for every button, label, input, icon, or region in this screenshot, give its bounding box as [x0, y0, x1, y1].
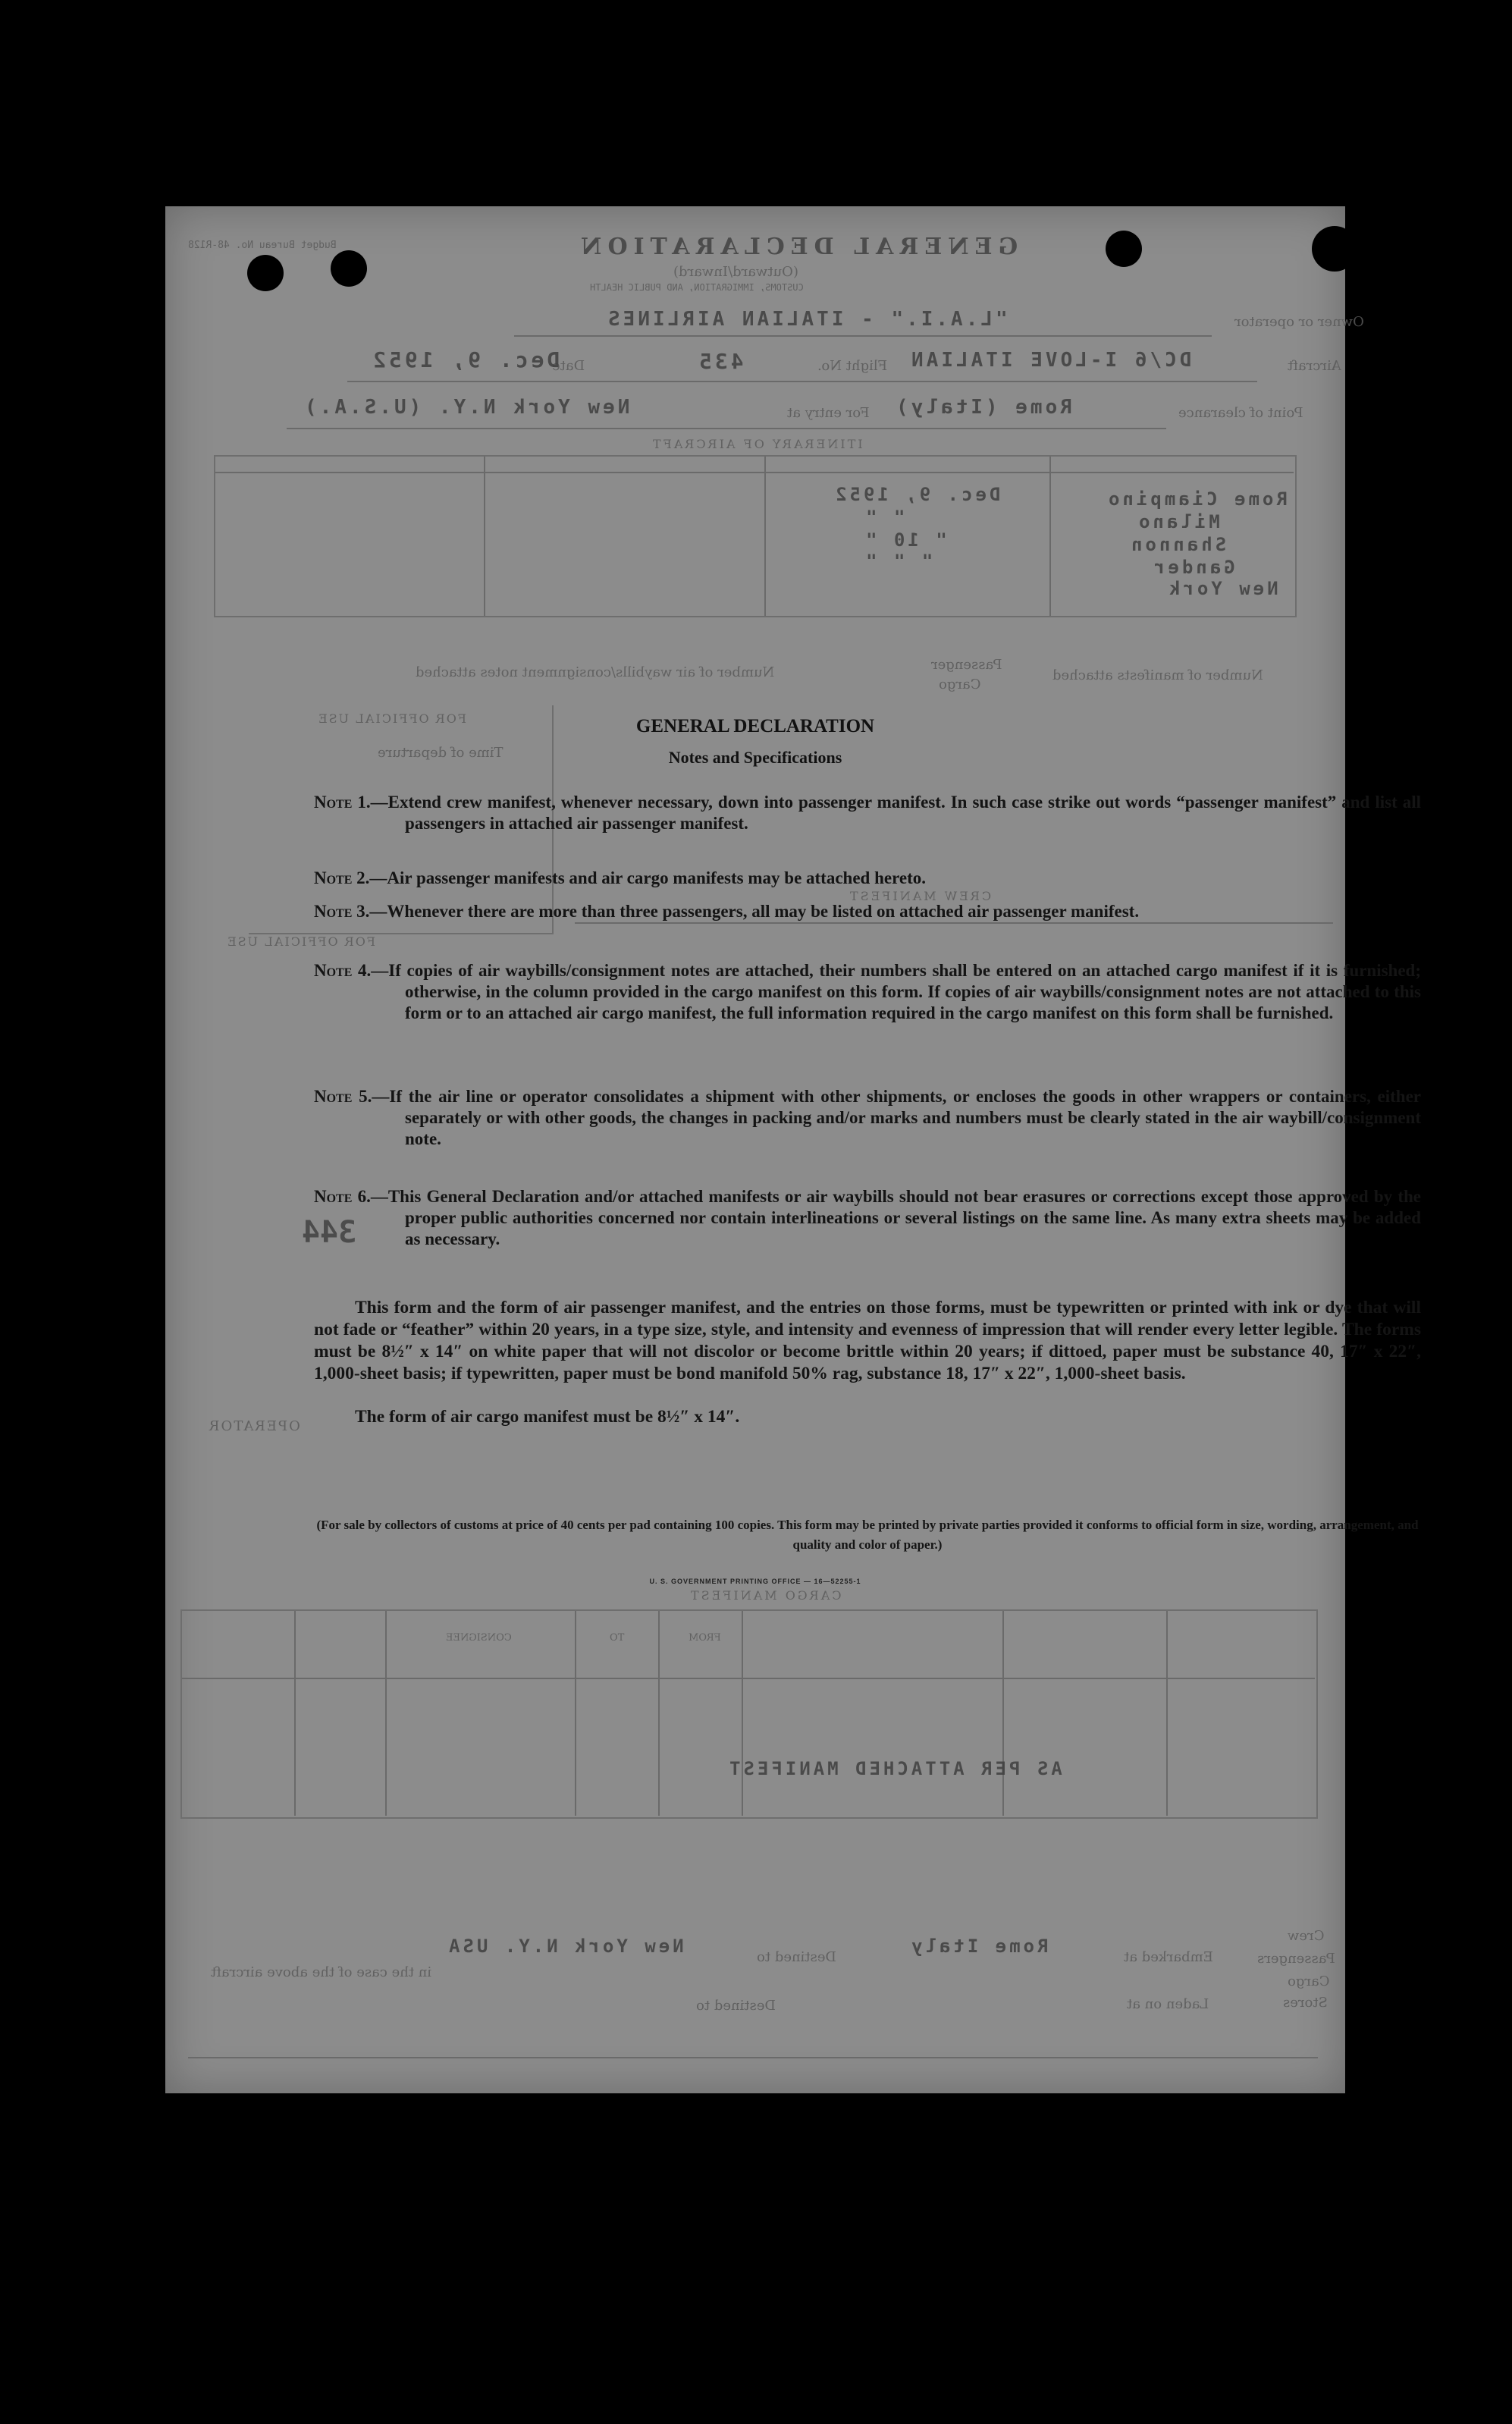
punch-hole [331, 250, 367, 287]
reverse-itinerary-row: Shannon [1128, 534, 1227, 555]
reverse-itinerary-date: " " " [863, 551, 933, 572]
reverse-aircraft-label: Aircraft [1288, 358, 1341, 374]
reverse-cargo-manifest-title: CARGO MANIFEST [689, 1588, 842, 1603]
printing-office: U. S. GOVERNMENT PRINTING OFFICE — 16—52255-1 [649, 1578, 861, 1585]
reverse-clearance-value: Rome (Italy) [893, 396, 1072, 419]
reverse-crew-item: Stores [1283, 1995, 1328, 2011]
note-6 [314, 1186, 1421, 1250]
note-label: Note 5. [314, 1087, 372, 1106]
reverse-subheading: (Outward/Inward) [673, 264, 798, 280]
note-text: —Extend crew manifest, whenever necessary, down into passenger manifest. In such case strike out words “passenger manifest” and list all passengers in attached air passenger manifest. [370, 793, 1422, 833]
page-title: GENERAL DECLARATION [635, 716, 875, 736]
reverse-stamp-number: 344 [302, 1215, 357, 1250]
note-label: Note 1. [314, 793, 371, 812]
note-text: —If copies of air waybills/consignment notes are attached, their numbers shall be entered on an attached cargo manifest if it is furnished; otherwise, in the column provided in the cargo manifest on this form. If copies of air waybills/consignment notes are not attached to this form or to an attached air cargo manifest, the full information required in the cargo manifest on this form shall be furnished. [371, 961, 1421, 1022]
reverse-destined-label-2: Destined to [696, 1998, 776, 2014]
reverse-entry-value: New York N.Y. (U.S.A.) [302, 396, 630, 419]
reverse-itinerary-date: Dec. 9, 1952 [833, 484, 1001, 505]
reverse-flight-value: 435 [696, 349, 744, 374]
reverse-itinerary-date: " " [863, 507, 905, 528]
note-3 [314, 901, 1421, 922]
reverse-owner-label: Owner or operator [1234, 314, 1364, 330]
reverse-heading: GENERAL DECLARATION [575, 234, 1018, 260]
sale-note: (For sale by collectors of customs at price of 40 cents per pad containing 100 copies. This form may be printed by private parties provided it conforms to official form in size, wording, arrangement, and quality and color of paper.) [316, 1518, 1419, 1552]
reverse-crew-item: Passengers [1257, 1951, 1335, 1967]
reverse-crew-item: Crew [1288, 1928, 1325, 1944]
reverse-destined-label: Destined to [757, 1949, 836, 1965]
reverse-clearance-label: Point of clearance [1178, 405, 1303, 421]
reverse-itinerary-date: " 10 " [863, 529, 947, 551]
reverse-official-use: FOR OFFICIAL USE [317, 711, 466, 726]
reverse-laden-label: Laden on at [1127, 1996, 1209, 2012]
reverse-cargo-column: CONSIGNEE [446, 1632, 512, 1644]
reverse-aircraft-value: DC/6 I-LOVE ITALIAN [908, 349, 1192, 372]
punch-hole [1312, 226, 1357, 272]
note-5 [314, 1086, 1421, 1150]
reverse-itinerary-row: Rome Ciampino [1106, 488, 1288, 510]
reverse-embarked-value: Rome Italy [908, 1936, 1049, 1957]
reverse-cargo-entry: AS PER ATTACHED MANIFEST [726, 1758, 1062, 1779]
reverse-itinerary-row: Milano [1136, 511, 1220, 532]
reverse-departure-label: Time of departure [378, 745, 503, 761]
reverse-date-label: Date [552, 358, 585, 374]
reverse-cargo-table [180, 1609, 1318, 1819]
note-text: —If the air line or operator consolidates a shipment with other shipments, or encloses the goods in other wrappers or containers, either separately or with other goods, the changes in packing and/or marks and numbers must be clearly stated in the air waybill/consignment note. [372, 1087, 1422, 1148]
note-text: —This General Declaration and/or attached manifests or air waybills should not bear erasures or corrections except those approved by the proper public authorities concerned nor contain interlineations or several listings on the same line. As many extra sheets may be added as necessary. [370, 1187, 1421, 1248]
note-label: Note 6. [314, 1187, 371, 1206]
punch-hole [1106, 231, 1142, 267]
reverse-itinerary-row: Gander [1151, 557, 1235, 578]
reverse-destined-value: New York N.Y. USA [446, 1936, 684, 1957]
note-text: —Whenever there are more than three passengers, all may be listed on attached air passenger manifest. [369, 902, 1140, 921]
page-subtitle: Notes and Specifications [668, 748, 842, 767]
note-2 [314, 868, 1421, 889]
reverse-crew-manifest: CREW MANIFEST [848, 889, 992, 903]
reverse-official-use-2: FOR OFFICIAL USE [226, 934, 375, 949]
reverse-operator-label: OPERATOR [208, 1418, 300, 1434]
reverse-cargo-column: FROM [689, 1632, 721, 1644]
reverse-flight-label: Flight No. [817, 358, 888, 374]
specification-paragraph-last: The form of air cargo manifest must be 8½″ x 14″. [355, 1407, 740, 1427]
reverse-entry-label: For entry at [787, 405, 870, 421]
note-label: Note 4. [314, 961, 372, 980]
note-text: —Air passenger manifests and air cargo manifests may be attached hereto. [369, 868, 927, 887]
reverse-crew-item: Cargo [1288, 1973, 1330, 1989]
reverse-embarked-label: Embarked at [1124, 1949, 1213, 1965]
specification-paragraph: This form and the form of air passenger manifest, and the entries on those forms, must be typewritten or printed with ink or dye that will not fade or “feather” within 20 years, in a type size, style, and intensity and evenness of impression that will render every letter legible. The forms must be 8½″ x 14″ on white paper that will not discolor or become brittle within 20 years; if dittoed, paper must be substance 40, 17″ x 22″, 1,000-sheet basis; if typewritten, paper must be bond manifold 50% rag, substance 18, 17″ x 22″, 1,000-sheet basis. [314, 1298, 1421, 1383]
note-label: Note 3. [314, 902, 370, 921]
reverse-itinerary-row: New York [1166, 578, 1278, 599]
reverse-date-value: Dec. 9, 1952 [370, 347, 560, 372]
reverse-cargo-column: TO [610, 1632, 625, 1644]
note-label: Note 2. [314, 868, 370, 887]
reverse-case-label: in the case of the above aircraft [211, 1964, 432, 1980]
reverse-passenger-label: Passenger [931, 657, 1002, 673]
reverse-waybills-label: Number of air waybills/consignment notes attached [416, 664, 775, 680]
reverse-form-number: Budget Bureau No. 48-R128 [188, 240, 337, 251]
reverse-cargo-label: Cargo [939, 677, 981, 692]
reverse-agency: CUSTOMS, IMMIGRATION, AND PUBLIC HEALTH [590, 282, 804, 293]
note-4 [314, 960, 1421, 1024]
reverse-manifest-label: Number of manifests attached [1052, 667, 1263, 683]
note-1 [314, 792, 1421, 834]
reverse-owner-value: "L.A.I." - ITALIAN AIRLINES [605, 308, 1008, 331]
document-sheet [165, 206, 1422, 2093]
punch-hole [247, 255, 284, 291]
reverse-itinerary-title: ITINERARY OF AIRCRAFT [651, 437, 863, 451]
